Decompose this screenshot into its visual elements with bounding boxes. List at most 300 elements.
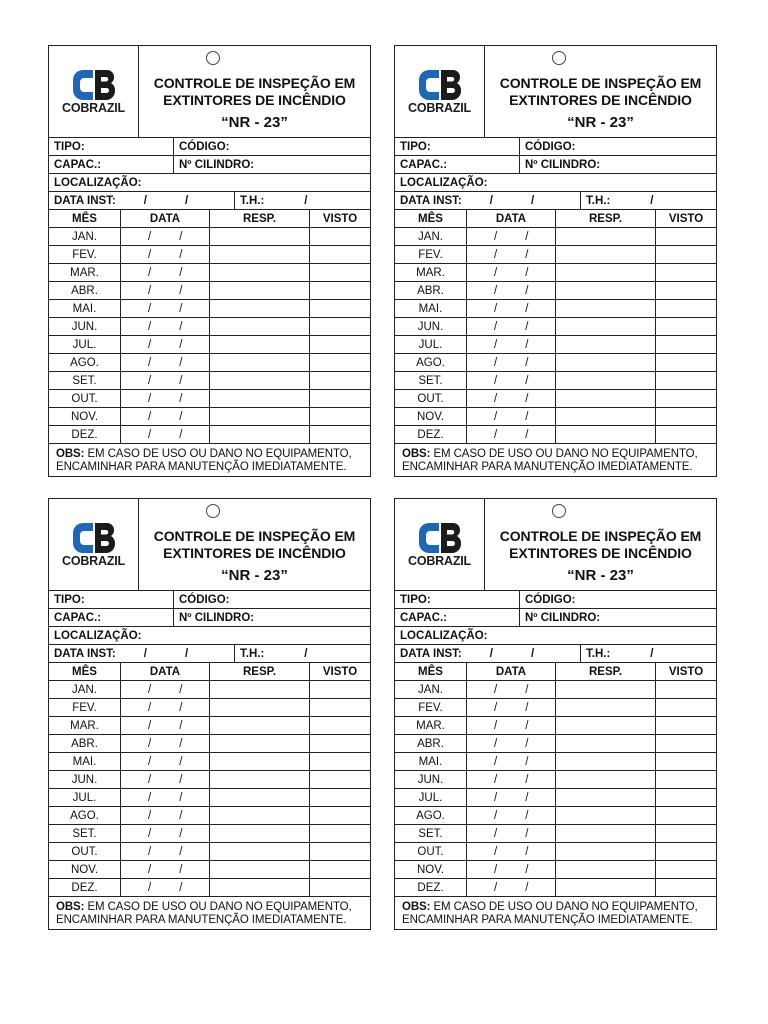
date-slash: / xyxy=(179,683,183,696)
date-slash: / xyxy=(494,356,498,369)
month-cell: DEZ. xyxy=(49,426,121,444)
resp-cell[interactable] xyxy=(556,807,656,825)
date-slash: / xyxy=(148,701,152,714)
title-line-1: CONTROLE DE INSPEÇÃO EM xyxy=(499,75,702,91)
date-cell[interactable] xyxy=(467,264,556,282)
row-capac xyxy=(49,156,370,174)
visto-cell[interactable] xyxy=(656,807,716,825)
resp-cell[interactable] xyxy=(556,282,656,300)
tipo-field[interactable]: TIPO: xyxy=(54,593,85,606)
th-field[interactable] xyxy=(234,645,370,662)
row-tipo xyxy=(49,138,370,156)
visto-cell[interactable] xyxy=(656,426,716,444)
localizacao-field[interactable]: LOCALIZAÇÃO: xyxy=(54,176,142,189)
resp-cell[interactable] xyxy=(210,354,310,372)
date-slash: / xyxy=(148,230,152,243)
date-slash: / xyxy=(179,338,183,351)
visto-cell[interactable] xyxy=(310,681,370,699)
visto-cell[interactable] xyxy=(310,879,370,897)
visto-cell[interactable] xyxy=(310,753,370,771)
date-cell[interactable] xyxy=(467,843,556,861)
date-slash: / xyxy=(525,701,529,714)
logo-text: COBRAZIL xyxy=(408,101,471,115)
resp-cell[interactable] xyxy=(210,825,310,843)
date-slash: / xyxy=(525,809,529,822)
resp-cell[interactable] xyxy=(556,717,656,735)
header-visto: VISTO xyxy=(310,663,370,681)
resp-cell[interactable] xyxy=(556,825,656,843)
date-cell[interactable] xyxy=(467,408,556,426)
date-slash: / xyxy=(494,701,498,714)
visto-cell[interactable] xyxy=(310,735,370,753)
hang-hole xyxy=(552,504,566,518)
visto-cell[interactable] xyxy=(310,771,370,789)
month-cell: NOV. xyxy=(395,408,467,426)
date-cell[interactable] xyxy=(467,681,556,699)
date-slash: / xyxy=(148,392,152,405)
date-cell[interactable] xyxy=(467,228,556,246)
month-cell: AGO. xyxy=(395,807,467,825)
visto-cell[interactable] xyxy=(656,264,716,282)
visto-cell[interactable] xyxy=(656,336,716,354)
month-cell: MAR. xyxy=(395,717,467,735)
date-slash: / xyxy=(179,374,183,387)
date-cell[interactable] xyxy=(467,735,556,753)
date-slash: / xyxy=(148,827,152,840)
visto-cell[interactable] xyxy=(656,717,716,735)
date-slash: / xyxy=(525,248,529,261)
logo-text: COBRAZIL xyxy=(62,554,125,568)
codigo-field[interactable]: CÓDIGO: xyxy=(173,591,229,608)
hang-hole xyxy=(206,504,220,518)
month-cell: JAN. xyxy=(395,681,467,699)
codigo-field[interactable]: CÓDIGO: xyxy=(519,138,575,155)
data-inst-field[interactable] xyxy=(395,645,580,662)
date-cell[interactable] xyxy=(467,372,556,390)
visto-cell[interactable] xyxy=(310,861,370,879)
visto-cell[interactable] xyxy=(656,735,716,753)
date-cell[interactable] xyxy=(467,807,556,825)
visto-cell[interactable] xyxy=(310,408,370,426)
visto-cell[interactable] xyxy=(656,879,716,897)
month-cell: JAN. xyxy=(49,228,121,246)
date-cell[interactable] xyxy=(467,354,556,372)
header-resp: RESP. xyxy=(556,663,656,681)
th-field[interactable] xyxy=(234,192,370,209)
visto-cell[interactable] xyxy=(310,246,370,264)
capac-field[interactable]: CAPAC.: xyxy=(400,158,448,171)
resp-cell[interactable] xyxy=(210,336,310,354)
visto-cell[interactable] xyxy=(656,282,716,300)
tipo-field[interactable]: TIPO: xyxy=(54,140,85,153)
date-cell[interactable] xyxy=(467,879,556,897)
date-slash: / xyxy=(179,266,183,279)
tipo-field[interactable]: TIPO: xyxy=(400,140,431,153)
date-cell[interactable] xyxy=(121,771,210,789)
date-slash: / xyxy=(179,737,183,750)
date-cell[interactable] xyxy=(121,264,210,282)
resp-cell[interactable] xyxy=(556,861,656,879)
row-localizacao xyxy=(395,174,716,192)
visto-cell[interactable] xyxy=(656,699,716,717)
date-slash: / xyxy=(525,827,529,840)
date-cell[interactable] xyxy=(121,246,210,264)
resp-cell[interactable] xyxy=(556,228,656,246)
date-slash: / xyxy=(525,428,529,441)
resp-cell[interactable] xyxy=(210,408,310,426)
resp-cell[interactable] xyxy=(556,771,656,789)
header-data: DATA xyxy=(467,210,556,228)
date-cell[interactable] xyxy=(467,753,556,771)
visto-cell[interactable] xyxy=(656,771,716,789)
month-cell: AGO. xyxy=(395,354,467,372)
date-slash: / xyxy=(179,392,183,405)
date-slash: / xyxy=(148,302,152,315)
date-cell[interactable] xyxy=(121,372,210,390)
visto-cell[interactable] xyxy=(310,390,370,408)
visto-cell[interactable] xyxy=(656,861,716,879)
tipo-field[interactable]: TIPO: xyxy=(400,593,431,606)
data-inst-field[interactable] xyxy=(49,192,234,209)
cobrazil-logo xyxy=(49,499,139,590)
date-slash: / xyxy=(494,302,498,315)
inspection-tag xyxy=(48,45,371,477)
inspection-tag xyxy=(48,498,371,930)
date-cell[interactable] xyxy=(467,300,556,318)
resp-cell[interactable] xyxy=(210,264,310,282)
resp-cell[interactable] xyxy=(556,264,656,282)
resp-cell[interactable] xyxy=(210,861,310,879)
data-inst-field[interactable] xyxy=(395,192,580,209)
resp-cell[interactable] xyxy=(210,735,310,753)
month-cell: AGO. xyxy=(49,354,121,372)
date-cell[interactable] xyxy=(467,426,556,444)
date-slash: / xyxy=(184,647,189,660)
date-cell[interactable] xyxy=(121,354,210,372)
month-cell: JAN. xyxy=(49,681,121,699)
month-cell: MAI. xyxy=(395,753,467,771)
date-slash: / xyxy=(148,338,152,351)
month-cell: SET. xyxy=(395,372,467,390)
date-cell[interactable] xyxy=(121,861,210,879)
date-slash: / xyxy=(148,683,152,696)
cobrazil-logo-icon xyxy=(417,68,463,102)
date-cell[interactable] xyxy=(121,753,210,771)
resp-cell[interactable] xyxy=(556,318,656,336)
cilindro-field[interactable]: Nº CILINDRO: xyxy=(519,156,600,173)
month-cell: SET. xyxy=(395,825,467,843)
visto-cell[interactable] xyxy=(310,789,370,807)
date-cell[interactable] xyxy=(121,336,210,354)
date-slash: / xyxy=(148,773,152,786)
date-slash: / xyxy=(148,410,152,423)
resp-cell[interactable] xyxy=(210,879,310,897)
date-cell[interactable] xyxy=(121,789,210,807)
date-slash: / xyxy=(148,845,152,858)
date-slash: / xyxy=(525,230,529,243)
title-norm: “NR - 23” xyxy=(221,567,288,584)
localizacao-field[interactable]: LOCALIZAÇÃO: xyxy=(54,629,142,642)
date-cell[interactable] xyxy=(121,825,210,843)
date-slash: / xyxy=(489,194,493,207)
visto-cell[interactable] xyxy=(310,264,370,282)
resp-cell[interactable] xyxy=(210,789,310,807)
date-slash: / xyxy=(148,863,152,876)
date-slash: / xyxy=(179,809,183,822)
header-mes: MÊS xyxy=(49,210,121,228)
visto-cell[interactable] xyxy=(310,825,370,843)
date-slash: / xyxy=(525,683,529,696)
resp-cell[interactable] xyxy=(210,372,310,390)
cobrazil-logo-icon xyxy=(417,521,463,555)
cilindro-field[interactable]: Nº CILINDRO: xyxy=(519,609,600,626)
month-cell: OUT. xyxy=(49,390,121,408)
date-cell[interactable] xyxy=(121,282,210,300)
date-cell[interactable] xyxy=(121,318,210,336)
month-cell: MAR. xyxy=(395,264,467,282)
visto-cell[interactable] xyxy=(656,753,716,771)
header-visto: VISTO xyxy=(656,663,716,681)
resp-cell[interactable] xyxy=(210,228,310,246)
row-data-inst xyxy=(49,645,370,663)
resp-cell[interactable] xyxy=(210,699,310,717)
date-cell[interactable] xyxy=(121,699,210,717)
date-cell[interactable] xyxy=(467,861,556,879)
date-slash: / xyxy=(304,647,308,660)
resp-cell[interactable] xyxy=(556,789,656,807)
resp-cell[interactable] xyxy=(556,372,656,390)
date-cell[interactable] xyxy=(467,390,556,408)
date-cell[interactable] xyxy=(467,717,556,735)
resp-cell[interactable] xyxy=(210,807,310,825)
localizacao-field[interactable]: LOCALIZAÇÃO: xyxy=(400,176,488,189)
title-norm: “NR - 23” xyxy=(221,114,288,131)
visto-cell[interactable] xyxy=(310,426,370,444)
header-mes: MÊS xyxy=(395,210,467,228)
header-visto: VISTO xyxy=(656,210,716,228)
date-cell[interactable] xyxy=(467,771,556,789)
obs-text-2: ENCAMINHAR PARA MANUTENÇÃO IMEDIATAMENTE. xyxy=(56,461,347,473)
visto-cell[interactable] xyxy=(656,300,716,318)
visto-cell[interactable] xyxy=(310,372,370,390)
month-cell: DEZ. xyxy=(49,879,121,897)
date-slash: / xyxy=(494,392,498,405)
visto-cell[interactable] xyxy=(656,843,716,861)
visto-cell[interactable] xyxy=(310,807,370,825)
th-field[interactable] xyxy=(580,645,716,662)
resp-cell[interactable] xyxy=(210,390,310,408)
resp-cell[interactable] xyxy=(210,282,310,300)
data-inst-label: DATA INST: xyxy=(400,194,462,207)
visto-cell[interactable] xyxy=(656,228,716,246)
resp-cell[interactable] xyxy=(556,753,656,771)
date-slash: / xyxy=(179,410,183,423)
visto-cell[interactable] xyxy=(310,717,370,735)
date-cell[interactable] xyxy=(121,300,210,318)
obs-text-1: EM CASO DE USO OU DANO NO EQUIPAMENTO, xyxy=(430,901,698,913)
date-cell[interactable] xyxy=(467,789,556,807)
month-cell: NOV. xyxy=(49,408,121,426)
header-mes: MÊS xyxy=(395,663,467,681)
codigo-field[interactable]: CÓDIGO: xyxy=(519,591,575,608)
date-slash: / xyxy=(148,284,152,297)
date-slash: / xyxy=(148,428,152,441)
visto-cell[interactable] xyxy=(656,354,716,372)
resp-cell[interactable] xyxy=(210,300,310,318)
header-data: DATA xyxy=(467,663,556,681)
visto-cell[interactable] xyxy=(656,390,716,408)
obs-text-2: ENCAMINHAR PARA MANUTENÇÃO IMEDIATAMENTE. xyxy=(56,914,347,926)
month-cell: MAI. xyxy=(49,300,121,318)
row-data-inst xyxy=(395,645,716,663)
capac-field[interactable]: CAPAC.: xyxy=(400,611,448,624)
date-cell[interactable] xyxy=(121,735,210,753)
visto-cell[interactable] xyxy=(656,408,716,426)
header-resp: RESP. xyxy=(210,210,310,228)
logo-text: COBRAZIL xyxy=(408,554,471,568)
date-slash: / xyxy=(650,194,654,207)
visto-cell[interactable] xyxy=(310,300,370,318)
data-inst-field[interactable] xyxy=(49,645,234,662)
resp-cell[interactable] xyxy=(210,753,310,771)
logo-text: COBRAZIL xyxy=(62,101,125,115)
row-data-inst xyxy=(49,192,370,210)
date-slash: / xyxy=(304,194,308,207)
date-slash: / xyxy=(148,719,152,732)
inspection-grid xyxy=(49,210,370,444)
date-cell[interactable] xyxy=(121,843,210,861)
visto-cell[interactable] xyxy=(310,282,370,300)
date-cell[interactable] xyxy=(121,681,210,699)
resp-cell[interactable] xyxy=(556,843,656,861)
date-slash: / xyxy=(179,791,183,804)
capac-field[interactable]: CAPAC.: xyxy=(54,158,102,171)
obs-note xyxy=(395,897,716,927)
visto-cell[interactable] xyxy=(310,354,370,372)
obs-text-1: EM CASO DE USO OU DANO NO EQUIPAMENTO, xyxy=(84,448,352,460)
resp-cell[interactable] xyxy=(556,426,656,444)
header-mes: MÊS xyxy=(49,663,121,681)
resp-cell[interactable] xyxy=(556,390,656,408)
date-slash: / xyxy=(525,266,529,279)
cilindro-field[interactable]: Nº CILINDRO: xyxy=(173,609,254,626)
date-cell[interactable] xyxy=(121,807,210,825)
date-cell[interactable] xyxy=(121,228,210,246)
resp-cell[interactable] xyxy=(556,879,656,897)
date-cell[interactable] xyxy=(121,390,210,408)
localizacao-field[interactable]: LOCALIZAÇÃO: xyxy=(400,629,488,642)
date-slash: / xyxy=(148,356,152,369)
date-cell[interactable] xyxy=(121,879,210,897)
date-slash: / xyxy=(494,410,498,423)
header-data: DATA xyxy=(121,663,210,681)
resp-cell[interactable] xyxy=(210,681,310,699)
visto-cell[interactable] xyxy=(310,318,370,336)
resp-cell[interactable] xyxy=(556,246,656,264)
date-cell[interactable] xyxy=(467,282,556,300)
tag-title xyxy=(485,499,716,590)
resp-cell[interactable] xyxy=(210,717,310,735)
visto-cell[interactable] xyxy=(656,372,716,390)
visto-cell[interactable] xyxy=(656,318,716,336)
resp-cell[interactable] xyxy=(210,426,310,444)
date-cell[interactable] xyxy=(467,825,556,843)
date-cell[interactable] xyxy=(121,717,210,735)
resp-cell[interactable] xyxy=(210,318,310,336)
date-cell[interactable] xyxy=(467,318,556,336)
obs-note xyxy=(49,444,370,474)
title-line-2: EXTINTORES DE INCÊNDIO xyxy=(163,545,346,561)
title-norm: “NR - 23” xyxy=(567,114,634,131)
date-cell[interactable] xyxy=(121,408,210,426)
resp-cell[interactable] xyxy=(556,681,656,699)
resp-cell[interactable] xyxy=(556,336,656,354)
row-capac xyxy=(395,156,716,174)
visto-cell[interactable] xyxy=(310,336,370,354)
visto-cell[interactable] xyxy=(656,789,716,807)
visto-cell[interactable] xyxy=(310,228,370,246)
capac-field[interactable]: CAPAC.: xyxy=(54,611,102,624)
date-slash: / xyxy=(179,248,183,261)
date-slash: / xyxy=(494,320,498,333)
date-cell[interactable] xyxy=(467,699,556,717)
date-cell[interactable] xyxy=(121,426,210,444)
date-slash: / xyxy=(525,392,529,405)
obs-note xyxy=(395,444,716,474)
month-cell: FEV. xyxy=(395,246,467,264)
obs-text-2: ENCAMINHAR PARA MANUTENÇÃO IMEDIATAMENTE. xyxy=(402,461,693,473)
month-cell: JUL. xyxy=(49,336,121,354)
title-line-1: CONTROLE DE INSPEÇÃO EM xyxy=(153,528,356,544)
date-slash: / xyxy=(179,302,183,315)
date-cell[interactable] xyxy=(467,336,556,354)
date-slash: / xyxy=(525,719,529,732)
resp-cell[interactable] xyxy=(556,699,656,717)
cilindro-field[interactable]: Nº CILINDRO: xyxy=(173,156,254,173)
data-inst-label: DATA INST: xyxy=(400,647,462,660)
data-inst-label: DATA INST: xyxy=(54,647,116,660)
date-slash: / xyxy=(530,647,535,660)
visto-cell[interactable] xyxy=(656,246,716,264)
date-cell[interactable] xyxy=(467,246,556,264)
hang-hole xyxy=(552,51,566,65)
resp-cell[interactable] xyxy=(556,300,656,318)
data-inst-label: DATA INST: xyxy=(54,194,116,207)
date-slash: / xyxy=(525,845,529,858)
resp-cell[interactable] xyxy=(210,843,310,861)
obs-label: OBS: xyxy=(56,901,85,913)
date-slash: / xyxy=(179,428,183,441)
visto-cell[interactable] xyxy=(310,843,370,861)
th-field[interactable] xyxy=(580,192,716,209)
month-cell: DEZ. xyxy=(395,426,467,444)
codigo-field[interactable]: CÓDIGO: xyxy=(173,138,229,155)
title-line-2: EXTINTORES DE INCÊNDIO xyxy=(163,92,346,108)
month-cell: OUT. xyxy=(395,843,467,861)
date-slash: / xyxy=(494,845,498,858)
visto-cell[interactable] xyxy=(656,825,716,843)
resp-cell[interactable] xyxy=(210,771,310,789)
date-slash: / xyxy=(148,881,152,894)
resp-cell[interactable] xyxy=(556,408,656,426)
resp-cell[interactable] xyxy=(556,735,656,753)
resp-cell[interactable] xyxy=(210,246,310,264)
resp-cell[interactable] xyxy=(556,354,656,372)
date-slash: / xyxy=(494,230,498,243)
visto-cell[interactable] xyxy=(310,699,370,717)
date-slash: / xyxy=(148,791,152,804)
visto-cell[interactable] xyxy=(656,681,716,699)
